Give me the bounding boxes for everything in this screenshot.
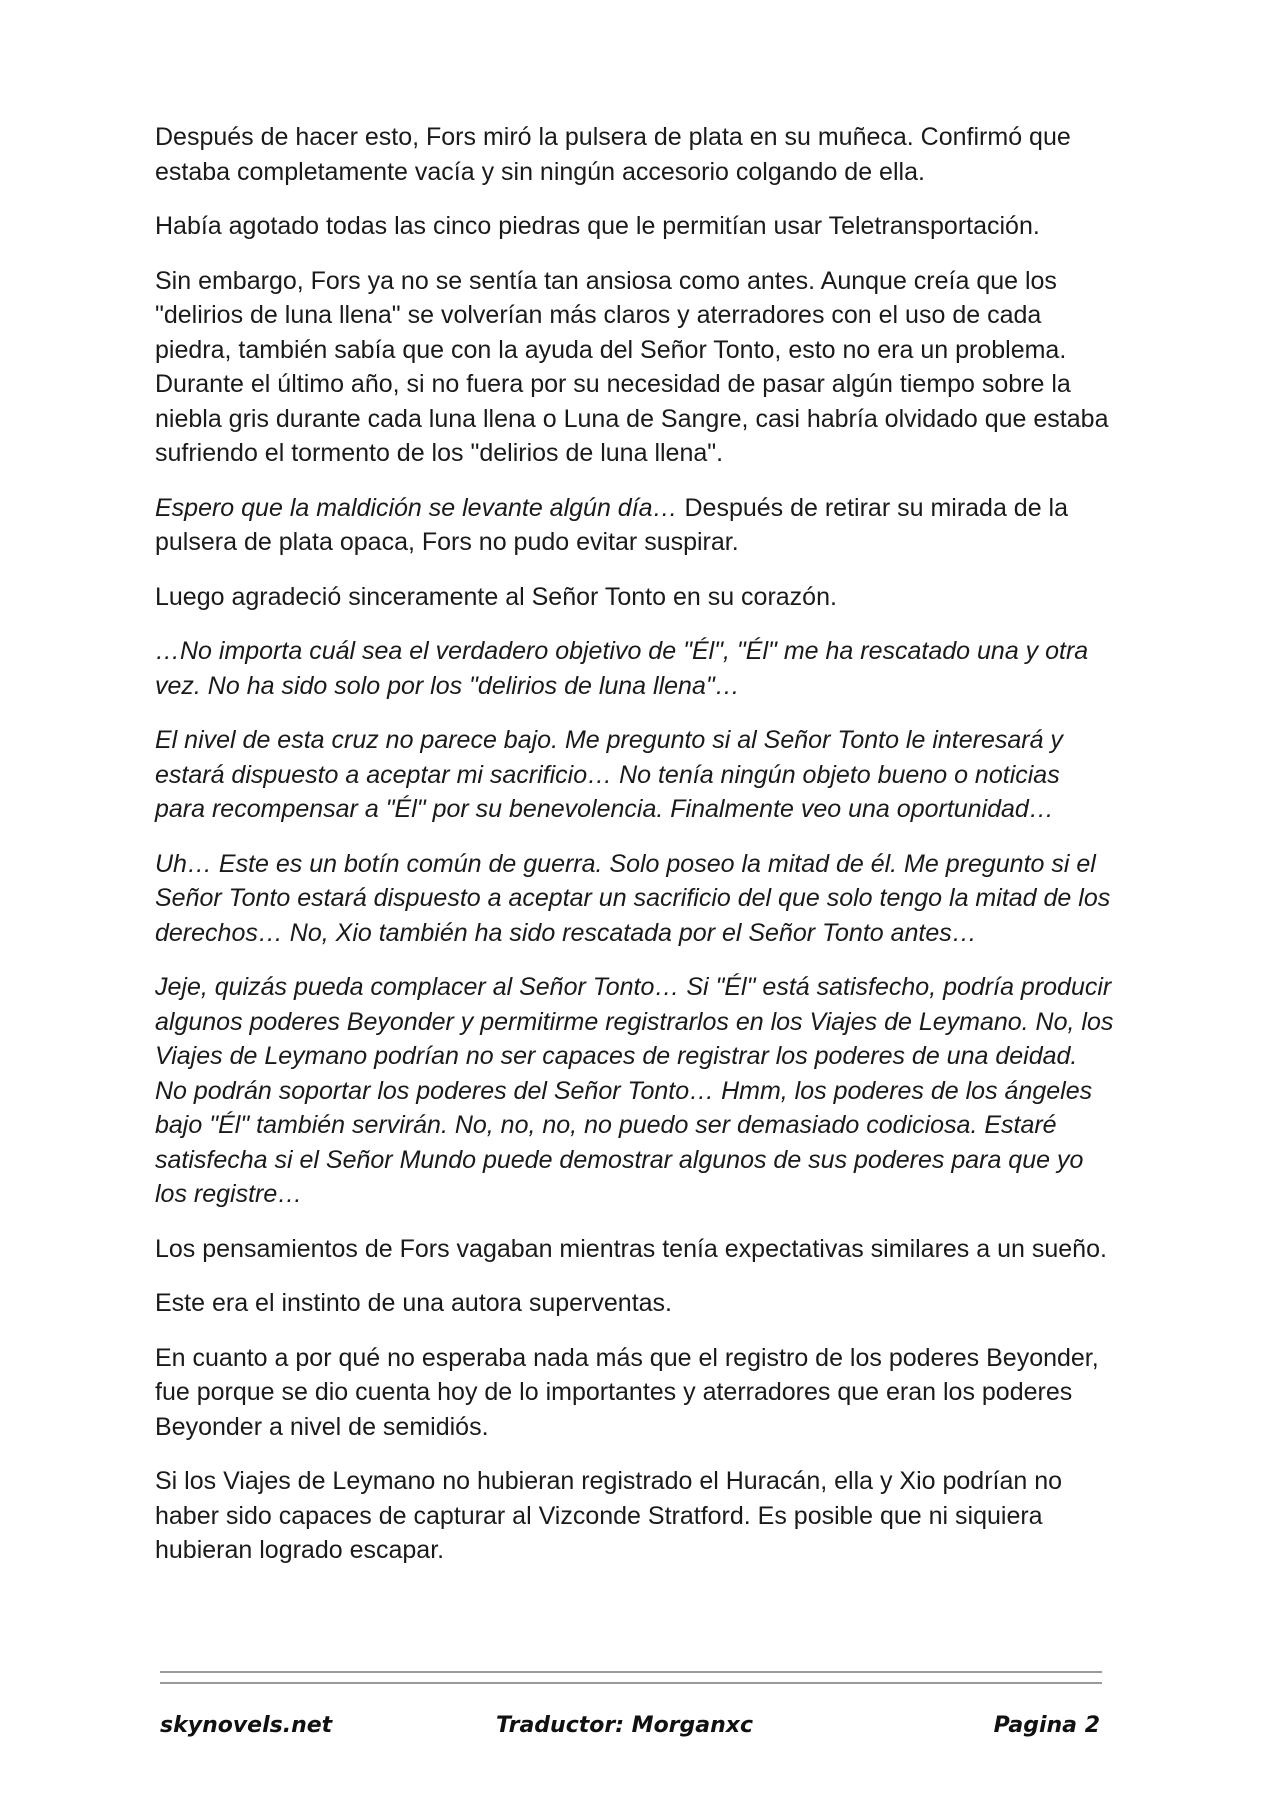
paragraph-italic: Uh… Este es un botín común de guerra. Solo poseo la mitad de él. Me pregunto si el Señor Tonto estará dispuesto a aceptar un sacrificio del que solo tengo la mitad de los derechos… No, Xio también ha sido rescatada por el Señor Tonto antes… xyxy=(155,849,1111,947)
paragraph: Luego agradeció sinceramente al Señor Tonto en su corazón. xyxy=(155,582,837,611)
footer-divider-bottom xyxy=(160,1682,1102,1684)
footer-translator: Traductor: Morganxc xyxy=(496,1713,754,1738)
paragraph: Sin embargo, Fors ya no se sentía tan ansiosa como antes. Aunque creía que los "delirios de luna llena" se volverían más claros y aterradores con el uso de cada piedra, también sabía que con la ayuda del Señor Tonto, esto no era un problema. Durante el último año, si no fuera por su necesidad de pasar algún tiempo sobre la niebla gris durante cada luna llena o Luna de Sangre, casi habría olvidado que estaba sufriendo el tormento de los "delirios de luna llena". xyxy=(155,266,1109,467)
footer-divider-top xyxy=(160,1671,1102,1673)
paragraph: Si los Viajes de Leymano no hubieran registrado el Huracán, ella y Xio podrían no haber sido capaces de capturar al Vizconde Stratford. Es posible que ni siquiera hubieran logrado escapar. xyxy=(155,1467,1063,1564)
footer-site: skynovels.net xyxy=(160,1713,333,1738)
italic-thought: Espero que la maldición se levante algún día… xyxy=(155,493,678,522)
body-text xyxy=(155,120,1115,1588)
narration: Después de retirar su mirada de la pulsera de plata opaca, Fors no pudo evitar suspirar. xyxy=(155,493,1069,556)
paragraph: Este era el instinto de una autora superventas. xyxy=(155,1289,672,1317)
paragraph-italic: Jeje, quizás pueda complacer al Señor Tonto… Si "Él" está satisfecho, podría producir algunos poderes Beyonder y permitirme registrarlos en los Viajes de Leymano. No, los Viajes de Leymano podrían no ser capaces de registrar los poderes de una deidad. No podrán soportar los poderes del Señor Tonto… Hmm, los poderes de los ángeles bajo "Él" también servirán. No, no, no, no puedo ser demasiado codiciosa. Estaré satisfecha si el Señor Mundo puede demostrar algunos de sus poderes para que yo los registre… xyxy=(155,973,1114,1208)
paragraph-italic: …No importa cuál sea el verdadero objetivo de "Él", "Él" me ha rescatado una y otra vez. No ha sido solo por los "delirios de luna llena"… xyxy=(155,637,1089,700)
paragraph-mixed xyxy=(155,491,1115,560)
paragraph: En cuanto a por qué no esperaba nada más que el registro de los poderes Beyonder, fue porque se dio cuenta hoy de lo importantes y aterradores que eran los poderes Beyonder a nivel de semidiós. xyxy=(155,1343,1099,1441)
paragraph: Después de hacer esto, Fors miró la pulsera de plata en su muñeca. Confirmó que estaba completamente vacía y sin ningún accesorio colgando de ella. xyxy=(155,123,1071,186)
paragraph-italic: El nivel de esta cruz no parece bajo. Me pregunto si al Señor Tonto le interesará y estará dispuesto a aceptar mi sacrificio… No tenía ningún objeto bueno o noticias para recompensar a "Él" por su benevolencia. Finalmente veo una oportunidad… xyxy=(155,726,1063,823)
footer-page-number: Pagina 2 xyxy=(993,1713,1100,1738)
paragraph: Los pensamientos de Fors vagaban mientras tenía expectativas similares a un sueño. xyxy=(155,1234,1107,1263)
paragraph: Había agotado todas las cinco piedras que le permitían usar Teletransportación. xyxy=(155,212,1040,240)
